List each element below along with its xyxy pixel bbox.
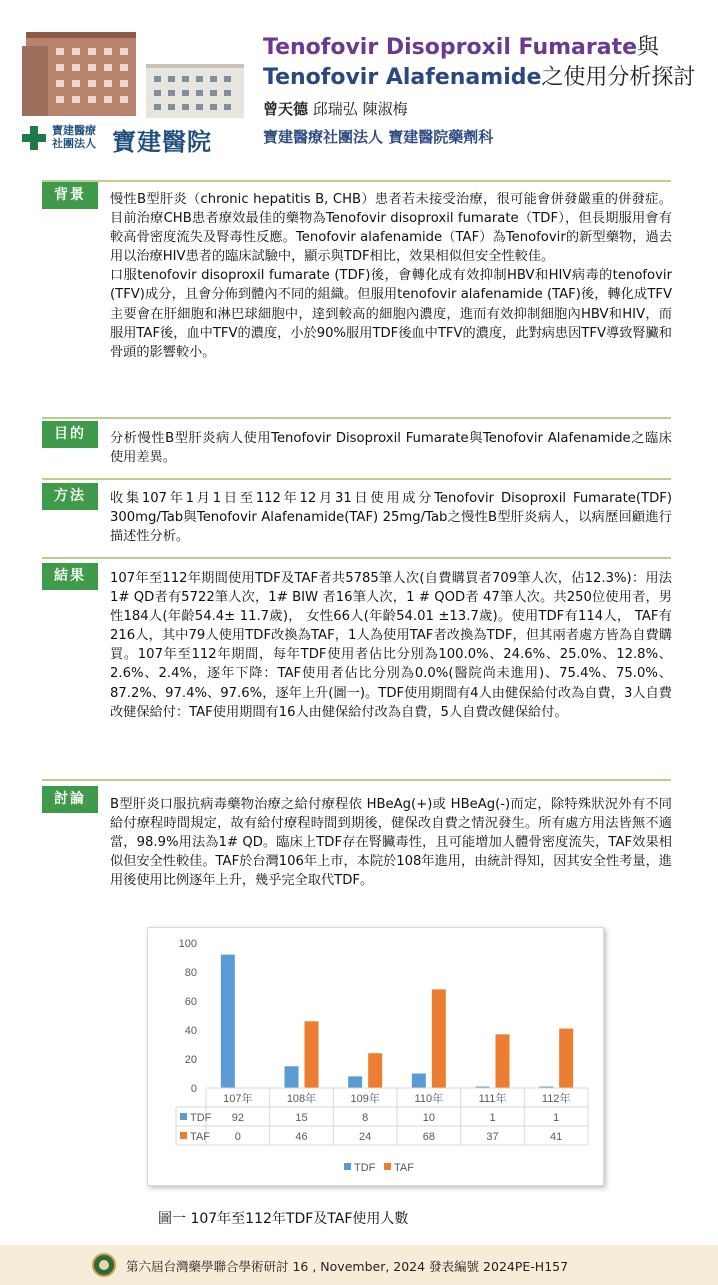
bar-taf — [305, 1021, 319, 1088]
y-tick-label: 100 — [178, 938, 197, 950]
title-line2-zh: 之使用分析探討 — [541, 65, 696, 90]
section-divider — [42, 180, 671, 182]
poster-authors — [263, 98, 408, 119]
section-divider — [42, 557, 671, 559]
bar-tdf — [221, 955, 235, 1088]
x-tick-label: 112年 — [541, 1093, 571, 1105]
x-tick-label: 111年 — [478, 1093, 507, 1105]
title-line2-en: Tenofovir Alafenamide — [263, 65, 542, 90]
figure-caption: 圖一 107年至112年TDF及TAF使用人數 — [158, 1211, 409, 1227]
section-text-results: 107年至112年期間使用TDF及TAF者共5785筆人次(自費購買者709筆人次，佔12.3%)：用法1# QD者有5722筆人次，1# BIW 者16筆人次，1 # QOD者 47筆人次。共250位使用者，男性184人(年齡54.4± 11.7歲)， 女性66人(年齡54.01 ±13.7歲)。使用TDF有114人， TAF有216人，其中79人使用TDF改換為TAF，1人為使用TAF者改換為TDF，但其兩者處方皆為自費購買。107年至112年期間，每年TDF使用者佔比分別為100.0%、24.6%、25.0%、12.8%、2.6%、2.4%，逐年下降：TAF使用者佔比分別為0.0%(醫院尚未進用)、75.4%、75.0%、87.2%、97.4%、97.6%，逐年上升(圖一)。TDF使用期間有4人由健保給付改為自費，3人自費改健保給付：TAF使用期間有16人由健保給付改為自費，5人自費改健保給付。 — [110, 571, 672, 720]
table-data-label: 1 — [553, 1112, 560, 1124]
poster-title-line1 — [263, 30, 659, 61]
hospital-name: 寶建醫院 — [112, 128, 212, 156]
bar-tdf — [285, 1066, 299, 1088]
table-row-label: TDF — [190, 1112, 212, 1124]
y-tick-label: 20 — [184, 1054, 197, 1066]
section-divider — [42, 478, 671, 480]
usage-bar-chart — [148, 928, 605, 1187]
x-tick-label: 110年 — [414, 1093, 444, 1105]
legend-marker-tdf — [344, 1163, 351, 1170]
table-data-label: 15 — [295, 1112, 308, 1124]
section-label-objective: 目的 — [42, 421, 98, 448]
bar-tdf — [348, 1076, 362, 1088]
table-row-label: TAF — [190, 1131, 210, 1143]
legend-marker-taf — [384, 1163, 391, 1170]
section-label-background: 背景 — [42, 182, 98, 209]
section-text-background — [110, 190, 672, 362]
table-data-label: 46 — [295, 1131, 308, 1143]
first-author: 曾天德 — [263, 100, 309, 118]
bar-tdf — [412, 1074, 426, 1089]
section-label-discussion: 討論 — [42, 786, 98, 813]
logo-small-line2: 社團法人 — [52, 137, 96, 150]
medical-cross-icon — [22, 126, 46, 150]
table-data-label: 8 — [362, 1112, 369, 1124]
conference-logo-icon — [92, 1253, 116, 1277]
bar-taf — [432, 989, 446, 1088]
section-text-methods: 收集107年1月1日至112年12月31日使用成分Tenofovir Disoproxil Fumarate(TDF) 300mg/Tab與Tenofovir Alafenamide(TAF) 25mg/Tab之慢性B型肝炎病人，以病歷回顧進行描述性分析。 — [110, 491, 672, 545]
table-data-label: 24 — [359, 1131, 372, 1143]
co-authors: 邱瑞弘 陳淑梅 — [312, 100, 408, 118]
table-legend-key — [180, 1132, 187, 1139]
table-data-label: 41 — [550, 1131, 563, 1143]
legend-label: TDF — [354, 1162, 376, 1174]
title-line1-en: Tenofovir Disoproxil Fumarate — [263, 35, 638, 60]
table-data-label: 0 — [234, 1131, 241, 1143]
poster-title-line2 — [263, 60, 695, 91]
background-paragraph-2: 口服tenofovir disoproxil fumarate (TDF)後，會轉化成有效抑制HBV和HIV病毒的tenofovir (TFV)成分，且會分佈到體內不同的組織。但服用tenofovir alafenamide (TAF)後，轉化成TFV主要會在肝細胞和淋巴球細胞中，達到較高的細胞內濃度，進而有效抑制細胞內HBV和HIV，而服用TAF後，血中TFV的濃度，小於90%服用TDF後血中TFV的濃度，此對病患因TFV導致腎臟和骨頭的影響較小。 — [110, 268, 672, 360]
footer-text: 第六屆台灣藥學聯合學術研討 16 , November, 2024 發表編號 2024PE-H157 — [126, 1259, 569, 1274]
table-data-label: 37 — [486, 1131, 499, 1143]
hospital-side-building-image — [146, 64, 244, 118]
table-data-label: 1 — [489, 1112, 496, 1124]
y-tick-label: 60 — [184, 996, 197, 1008]
y-tick-label: 40 — [184, 1025, 197, 1037]
hospital-logo-small-text — [52, 124, 96, 150]
section-text-discussion: B型肝炎口服抗病毒藥物治療之給付療程依 HBeAg(+)或 HBeAg(-)而定，除特殊狀況外有不同給付療程時間規定，故有給付療程時間到期後，健保改自費之情況發生。所有處方用法皆無不適當，98.9%用法為1# QD。臨床上TDF存在腎臟毒性，且可能增加人體骨密度流失，TAF效果相似但安全性較佳。TAF於台灣106年上市，本院於108年進用，由統計得知，因其安全性考量，進用後使用比例逐年上升，幾乎完全取代TDF。 — [110, 797, 672, 889]
x-tick-label: 108年 — [286, 1093, 317, 1105]
logo-small-line1: 寶建醫療 — [52, 124, 96, 137]
legend-label: TAF — [394, 1162, 414, 1174]
table-legend-key — [180, 1113, 187, 1120]
section-label-methods: 方法 — [42, 483, 98, 510]
table-data-label: 68 — [422, 1131, 435, 1143]
bar-taf — [368, 1053, 382, 1088]
usage-chart — [147, 927, 604, 1186]
bar-taf — [559, 1029, 573, 1088]
section-label-results: 結果 — [42, 563, 98, 590]
bar-taf — [496, 1034, 510, 1088]
y-tick-label: 80 — [184, 967, 197, 979]
section-text-objective: 分析慢性B型肝炎病人使用Tenofovir Disoproxil Fumarate與Tenofovir Alafenamide之臨床使用差異。 — [110, 431, 672, 466]
x-tick-label: 109年 — [350, 1093, 380, 1105]
x-tick-label: 107年 — [223, 1093, 253, 1105]
table-data-label: 92 — [231, 1112, 244, 1124]
poster-affiliation: 寶建醫療社團法人 寶建醫院藥劑科 — [263, 128, 494, 146]
table-data-label: 10 — [422, 1112, 435, 1124]
y-tick-label: 0 — [190, 1083, 197, 1095]
title-line1-zh: 與 — [637, 35, 660, 60]
hospital-logo-area — [22, 24, 250, 156]
hospital-tower-image — [22, 46, 48, 116]
poster-footer — [0, 1245, 718, 1285]
section-divider — [42, 417, 671, 419]
section-divider — [42, 779, 671, 781]
background-paragraph-1: 慢性B型肝炎（chronic hepatitis B, CHB）患者若未接受治療，很可能會併發嚴重的併發症。目前治療CHB患者療效最佳的藥物為Tenofovir disoproxil fumarate（TDF），但長期服用會有較高骨密度流失及腎毒性反應。Tenofovir alafenamide（TAF）為Tenofovir的新型藥物，過去用以治療HIV患者的臨床試驗中，顯示與TDF相比，效果相似但安全性較佳。 — [110, 192, 672, 265]
